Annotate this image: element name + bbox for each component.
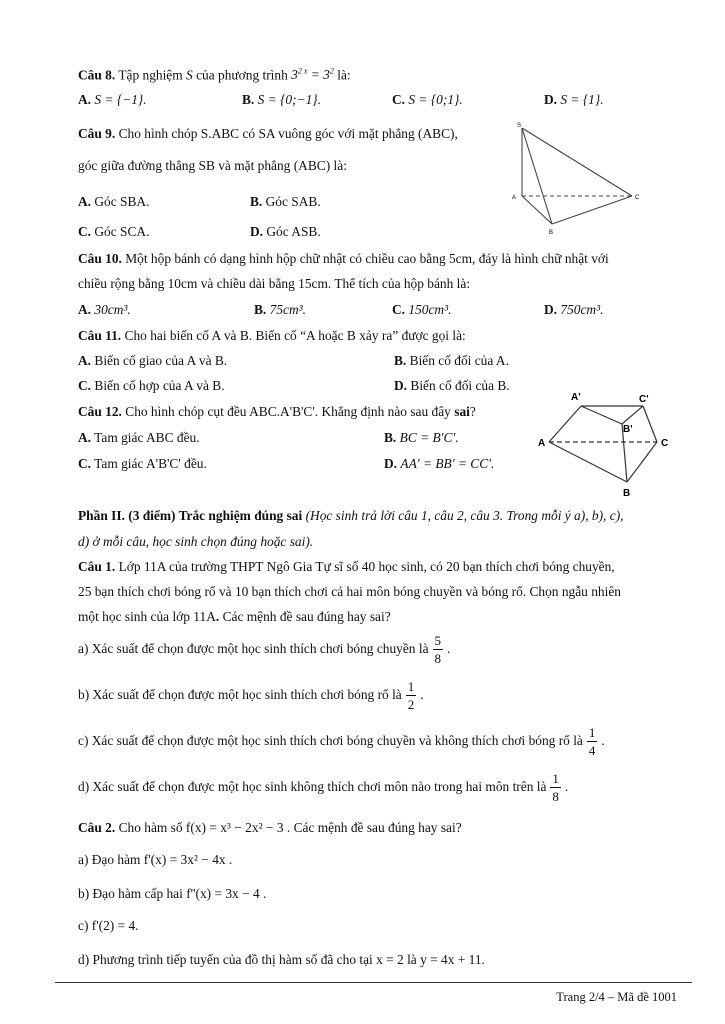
option-text: Biến cố hợp của A và B. bbox=[94, 378, 225, 393]
option-text: S = {0;1}. bbox=[408, 92, 463, 107]
edge-sc bbox=[522, 128, 632, 196]
fraction-denominator: 8 bbox=[552, 789, 559, 805]
vertex-label-b1: B' bbox=[623, 424, 633, 435]
q12-option-b[interactable] bbox=[384, 430, 459, 446]
option-text: Tam giác ABC đều. bbox=[94, 430, 200, 445]
q12-option-c[interactable] bbox=[78, 456, 207, 472]
q10-text-2: chiều rộng bằng 10cm và chiều dài bằng 15cm. Thể tích của hộp bánh là: bbox=[78, 276, 471, 291]
q10-option-a[interactable] bbox=[78, 302, 131, 318]
p2q1-text-2: 25 bạn thích chơi bóng rổ và 10 bạn thích chơi cả hai môn bóng chuyền và bóng rổ. Chọn ngẫu nhiên bbox=[78, 584, 621, 599]
edge-cc1 bbox=[643, 406, 657, 442]
option-text: Biến cố giao của A và B. bbox=[94, 353, 228, 368]
q9-pyramid-figure bbox=[508, 118, 648, 236]
item-text: d) Phương trình tiếp tuyến của đồ thị hàm số đã cho tại x = 2 là y = 4x + 11. bbox=[78, 952, 485, 967]
option-key: D. bbox=[544, 302, 558, 317]
option-text: S = {0;−1}. bbox=[257, 92, 322, 107]
option-key: B. bbox=[250, 194, 263, 209]
q11-option-c[interactable] bbox=[78, 378, 225, 394]
vertex-label-c1: C' bbox=[639, 394, 649, 405]
q8-stem bbox=[78, 64, 351, 83]
option-text: Góc SBA. bbox=[94, 194, 150, 209]
q10-text-1: Một hộp bánh có dạng hình hộp chữ nhật có chiều cao bằng 5cm, đáy là hình chữ nhật với bbox=[125, 251, 609, 266]
option-text: Biến cố đối của B. bbox=[410, 378, 510, 393]
fraction-denominator: 4 bbox=[588, 743, 596, 759]
q8-eq-exp: 2 x bbox=[297, 67, 308, 76]
fraction-numerator: 1 bbox=[407, 679, 415, 695]
part2-note-2: d) ở mỗi câu, học sinh chọn đúng hoặc sai). bbox=[78, 534, 314, 549]
page-footer: Trang 2/4 – Mã đề 1001 bbox=[556, 990, 677, 1004]
option-key: D. bbox=[250, 224, 264, 239]
q9-label: Câu 9. bbox=[78, 126, 116, 141]
q11-label: Câu 11. bbox=[78, 328, 122, 343]
fraction-denominator: 2 bbox=[407, 697, 415, 713]
q12-option-a[interactable] bbox=[78, 430, 200, 446]
edge-a1b1 bbox=[581, 406, 622, 424]
option-key: D. bbox=[544, 92, 558, 107]
q12-text-end: ? bbox=[469, 404, 476, 419]
p2q2-item-b[interactable] bbox=[78, 886, 266, 902]
item-end: . bbox=[601, 733, 605, 748]
q11-option-b[interactable] bbox=[394, 353, 509, 369]
option-key: D. bbox=[394, 378, 408, 393]
p2q2-item-d[interactable] bbox=[78, 952, 485, 968]
q8-text-end: là: bbox=[337, 67, 351, 83]
q11-option-d[interactable] bbox=[394, 378, 510, 394]
q12-label: Câu 12. bbox=[78, 404, 122, 419]
q9-text-2: góc giữa đường thẳng SB và mặt phẳng (ABC) là: bbox=[78, 158, 347, 173]
q8-eq-base: 3 bbox=[291, 67, 298, 83]
q12-option-d[interactable] bbox=[384, 456, 494, 472]
option-text: AA' = BB' = CC'. bbox=[400, 456, 495, 471]
p2q1-period: . bbox=[215, 609, 220, 624]
option-key: A. bbox=[78, 194, 92, 209]
p2q1-item-b[interactable] bbox=[78, 678, 424, 713]
edge-bc bbox=[627, 442, 657, 482]
option-text: 150cm³. bbox=[408, 302, 452, 317]
q8-eq-rhs: = 3 bbox=[307, 67, 330, 83]
option-text: Góc SCA. bbox=[94, 224, 150, 239]
fraction bbox=[587, 724, 598, 759]
p2q1-label: Câu 1. bbox=[78, 559, 116, 574]
option-text: S = {−1}. bbox=[94, 92, 147, 107]
option-key: D. bbox=[384, 456, 398, 471]
p2q2-item-c[interactable] bbox=[78, 918, 139, 934]
option-key: B. bbox=[242, 92, 255, 107]
q10-stem-line-2 bbox=[78, 276, 470, 292]
p2q2-label: Câu 2. bbox=[78, 820, 116, 835]
q8-option-c[interactable] bbox=[392, 92, 463, 108]
p2q1-text-1: Lớp 11A của trường THPT Ngô Gia Tự sĩ số 40 học sinh, có 20 bạn thích chơi bóng chuyền, bbox=[118, 559, 615, 574]
option-key: C. bbox=[78, 378, 92, 393]
q9-option-b[interactable] bbox=[250, 194, 321, 210]
edge-bc bbox=[552, 196, 632, 224]
vertex-label-c: C bbox=[661, 438, 669, 449]
q9-option-a[interactable] bbox=[78, 194, 149, 210]
q8-label: Câu 8. bbox=[78, 67, 116, 83]
p2q1-text-4: Các mệnh đề sau đúng hay sai? bbox=[219, 609, 391, 624]
q12-emphasis-sai: sai bbox=[454, 404, 470, 419]
p2q2-item-a[interactable] bbox=[78, 852, 232, 868]
item-text: c) Xác suất để chọn được một học sinh thích chơi bóng chuyền và không thích chơi bóng rổ là bbox=[78, 733, 583, 748]
option-key: C. bbox=[78, 456, 92, 471]
p2q1-stem-line-1 bbox=[78, 559, 615, 575]
p2q1-text-3: một học sinh của lớp 11A bbox=[78, 609, 216, 624]
q8-equation bbox=[291, 67, 334, 82]
option-text: 750cm³. bbox=[560, 302, 604, 317]
vertex-label-c: C bbox=[635, 195, 640, 201]
option-text: BC = B'C'. bbox=[399, 430, 459, 445]
option-text: 75cm³. bbox=[269, 302, 307, 317]
part2-title: Phần II. (3 điểm) Trắc nghiệm đúng sai bbox=[78, 508, 303, 523]
q11-text: Cho hai biến cố A và B. Biến cố “A hoặc B xảy ra” được gọi là: bbox=[124, 328, 466, 343]
option-key: B. bbox=[394, 353, 407, 368]
option-text: 30cm³. bbox=[94, 302, 131, 317]
q12-stem bbox=[78, 404, 476, 420]
vertex-label-s: S bbox=[517, 123, 522, 129]
vertex-label-b: B bbox=[623, 488, 631, 499]
q8-text-2: của phương trình bbox=[196, 67, 288, 83]
option-text: Góc SAB. bbox=[265, 194, 321, 209]
q9-stem-line-1 bbox=[78, 126, 458, 142]
q10-option-b[interactable] bbox=[254, 302, 306, 318]
option-key: C. bbox=[78, 224, 92, 239]
footer-divider bbox=[55, 982, 692, 983]
q10-option-d[interactable] bbox=[544, 302, 603, 318]
q8-text-1: Tập nghiệm bbox=[118, 67, 183, 83]
q9-option-c[interactable] bbox=[78, 224, 149, 240]
q10-stem-line-1 bbox=[78, 251, 609, 267]
p2q1-item-d[interactable] bbox=[78, 770, 568, 805]
fraction-denominator: 8 bbox=[434, 651, 442, 667]
p2q2-stem bbox=[78, 820, 462, 836]
q11-stem bbox=[78, 328, 466, 344]
item-text: b) Xác suất để chọn được một học sinh thích chơi bóng rổ là bbox=[78, 687, 402, 702]
edge-b1c1 bbox=[622, 406, 643, 424]
vertex-label-a: A bbox=[538, 438, 546, 449]
q8-var: S bbox=[186, 67, 193, 83]
item-text: c) f'(2) = 4. bbox=[78, 918, 139, 933]
item-text: d) Xác suất để chọn được một học sinh không thích chơi môn nào trong hai môn trên là bbox=[78, 779, 547, 794]
q8-eq-rhs-exp: 2 bbox=[329, 67, 334, 76]
option-text: Biến cố đối của A. bbox=[409, 353, 509, 368]
p2q1-item-a[interactable] bbox=[78, 632, 450, 667]
option-text: Góc ASB. bbox=[266, 224, 321, 239]
item-text: a) Xác suất để chọn được một học sinh thích chơi bóng chuyền là bbox=[78, 641, 429, 656]
option-key: B. bbox=[384, 430, 397, 445]
q12-text: Cho hình chóp cụt đều ABC.A'B'C'. Khẳng định nào sau đây bbox=[125, 404, 451, 419]
option-key: C. bbox=[392, 92, 406, 107]
fraction-numerator: 1 bbox=[588, 725, 596, 741]
vertex-label-b: B bbox=[549, 230, 554, 236]
q9-text-1: Cho hình chóp S.ABC có SA vuông góc với mặt phẳng (ABC), bbox=[118, 126, 458, 141]
item-end: . bbox=[564, 779, 569, 794]
q8-option-d[interactable] bbox=[544, 92, 604, 108]
edge-ab bbox=[549, 442, 627, 482]
part2-note-1: (Học sinh trả lời câu 1, câu 2, câu 3. Trong mỗi ý a), b), c), bbox=[305, 508, 624, 523]
p2q2-text: Cho hàm số f(x) = x³ − 2x² − 3 . Các mệnh đề sau đúng hay sai? bbox=[118, 820, 462, 835]
fraction-numerator: 5 bbox=[434, 633, 442, 649]
fraction bbox=[550, 770, 561, 805]
item-text: a) Đạo hàm f'(x) = 3x² − 4x . bbox=[78, 852, 233, 867]
edge-aa1 bbox=[549, 406, 581, 442]
vertex-label-a1: A' bbox=[571, 392, 581, 403]
q12-frustum-figure bbox=[535, 388, 675, 502]
q10-option-c[interactable] bbox=[392, 302, 451, 318]
q8-option-b[interactable] bbox=[242, 92, 321, 108]
vertex-label-a: A bbox=[512, 195, 517, 201]
item-text: b) Đạo hàm cấp hai f''(x) = 3x − 4 . bbox=[78, 886, 267, 901]
option-key: A. bbox=[78, 302, 92, 317]
p2q1-stem-line-3 bbox=[78, 609, 391, 625]
q8-option-a[interactable] bbox=[78, 92, 147, 108]
option-text: Tam giác A'B'C' đều. bbox=[94, 456, 207, 471]
option-key: B. bbox=[254, 302, 267, 317]
item-end: . bbox=[420, 687, 424, 702]
q10-label: Câu 10. bbox=[78, 251, 122, 266]
part2-heading-line-2 bbox=[78, 534, 313, 550]
option-key: C. bbox=[392, 302, 406, 317]
option-key: A. bbox=[78, 92, 92, 107]
p2q1-item-c[interactable] bbox=[78, 724, 605, 759]
q9-stem-line-2 bbox=[78, 158, 347, 174]
option-key: A. bbox=[78, 430, 92, 445]
p2q1-stem-line-2 bbox=[78, 584, 621, 600]
q11-option-a[interactable] bbox=[78, 353, 227, 369]
option-text: S = {1}. bbox=[560, 92, 604, 107]
fraction bbox=[433, 632, 444, 667]
part2-heading-line-1 bbox=[78, 508, 624, 524]
fraction bbox=[406, 678, 417, 713]
option-key: A. bbox=[78, 353, 92, 368]
item-end: . bbox=[447, 641, 451, 656]
q9-option-d[interactable] bbox=[250, 224, 321, 240]
fraction-numerator: 1 bbox=[552, 771, 559, 787]
